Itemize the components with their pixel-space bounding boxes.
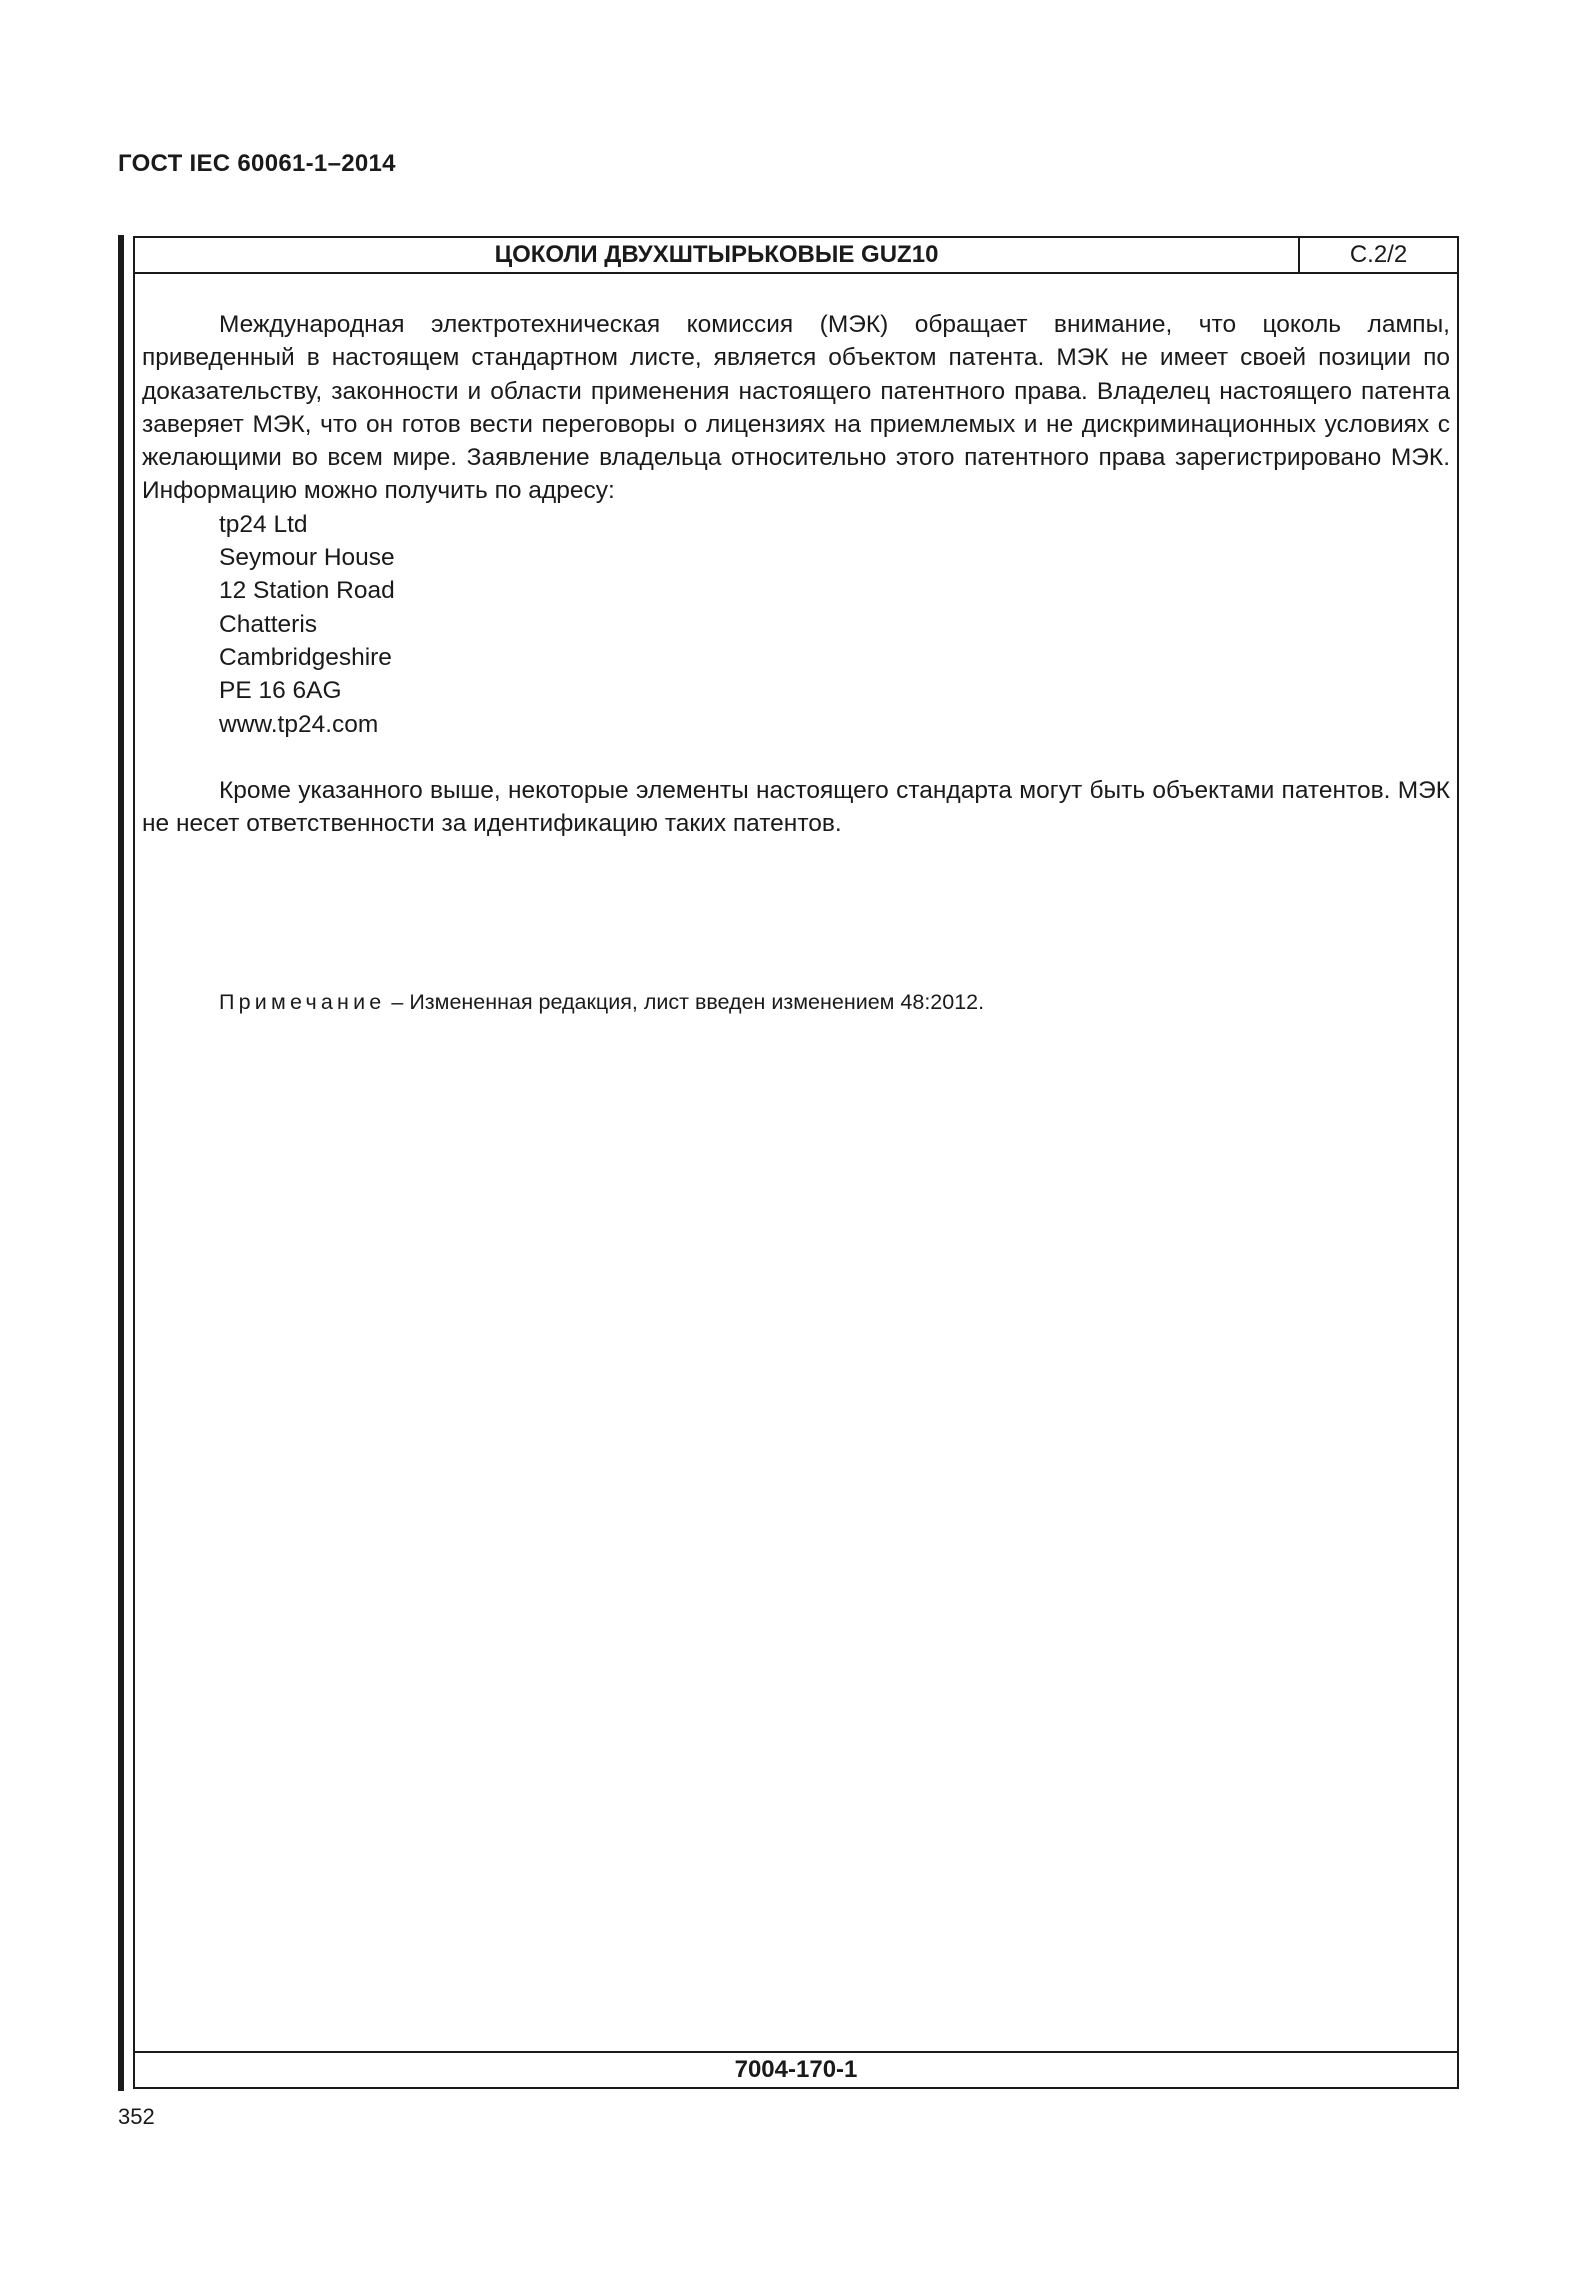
sheet-title: ЦОКОЛИ ДВУХШТЫРЬКОВЫЕ GUZ10 (135, 238, 1300, 272)
page-number: 352 (118, 2104, 155, 2129)
address-line: Seymour House (219, 544, 395, 572)
paragraph-spacer (142, 741, 1450, 774)
address-line: Cambridgeshire (219, 643, 392, 671)
patent-holder-address (142, 508, 1450, 741)
address-line: PE 16 6AG (219, 677, 342, 705)
sheet-code: 7004-170-1 (734, 2056, 858, 2083)
sheet-footer-row (135, 2051, 1457, 2087)
patent-disclaimer-paragraph: Кроме указанного выше, некоторые элементы настоящего стандарта могут быть объектами патентов. МЭК не несет ответственности за идентификацию таких патентов. (142, 776, 1450, 838)
sheet-note (219, 990, 984, 1015)
sheet-body (142, 308, 1450, 840)
note-label: Примечание (219, 990, 386, 1014)
sheet-number: С.2/2 (1349, 241, 1408, 268)
address-line: tp24 Ltd (219, 510, 308, 538)
address-website: www.tp24.com (219, 710, 379, 738)
patent-notice-paragraph: Международная электротехническая комиссия (МЭК) обращает внимание, что цоколь лампы, приведенный в настоящем стандартном листе, является объектом патента. МЭК не имеет своей позиции по доказательству, законности и области применения настоящего патентного права. Владелец настоящего патента заверяет МЭК, что он готов вести переговоры о лицензиях на приемлемых и не дискриминационных условиях с желающими во всем мире. Заявление владельца относительно этого патентного права зарегистрировано МЭК. Информацию можно получить по адресу: (142, 311, 1450, 505)
note-text: – Измененная редакция, лист введен изменением 48:2012. (385, 990, 985, 1014)
sheet-title-row (135, 238, 1457, 274)
standard-designation: ГОСТ IEC 60061-1–2014 (118, 150, 396, 177)
change-bar (118, 235, 124, 2091)
address-line: Chatteris (219, 610, 318, 638)
standard-sheet-frame (133, 236, 1459, 2089)
address-line: 12 Station Road (219, 577, 395, 605)
